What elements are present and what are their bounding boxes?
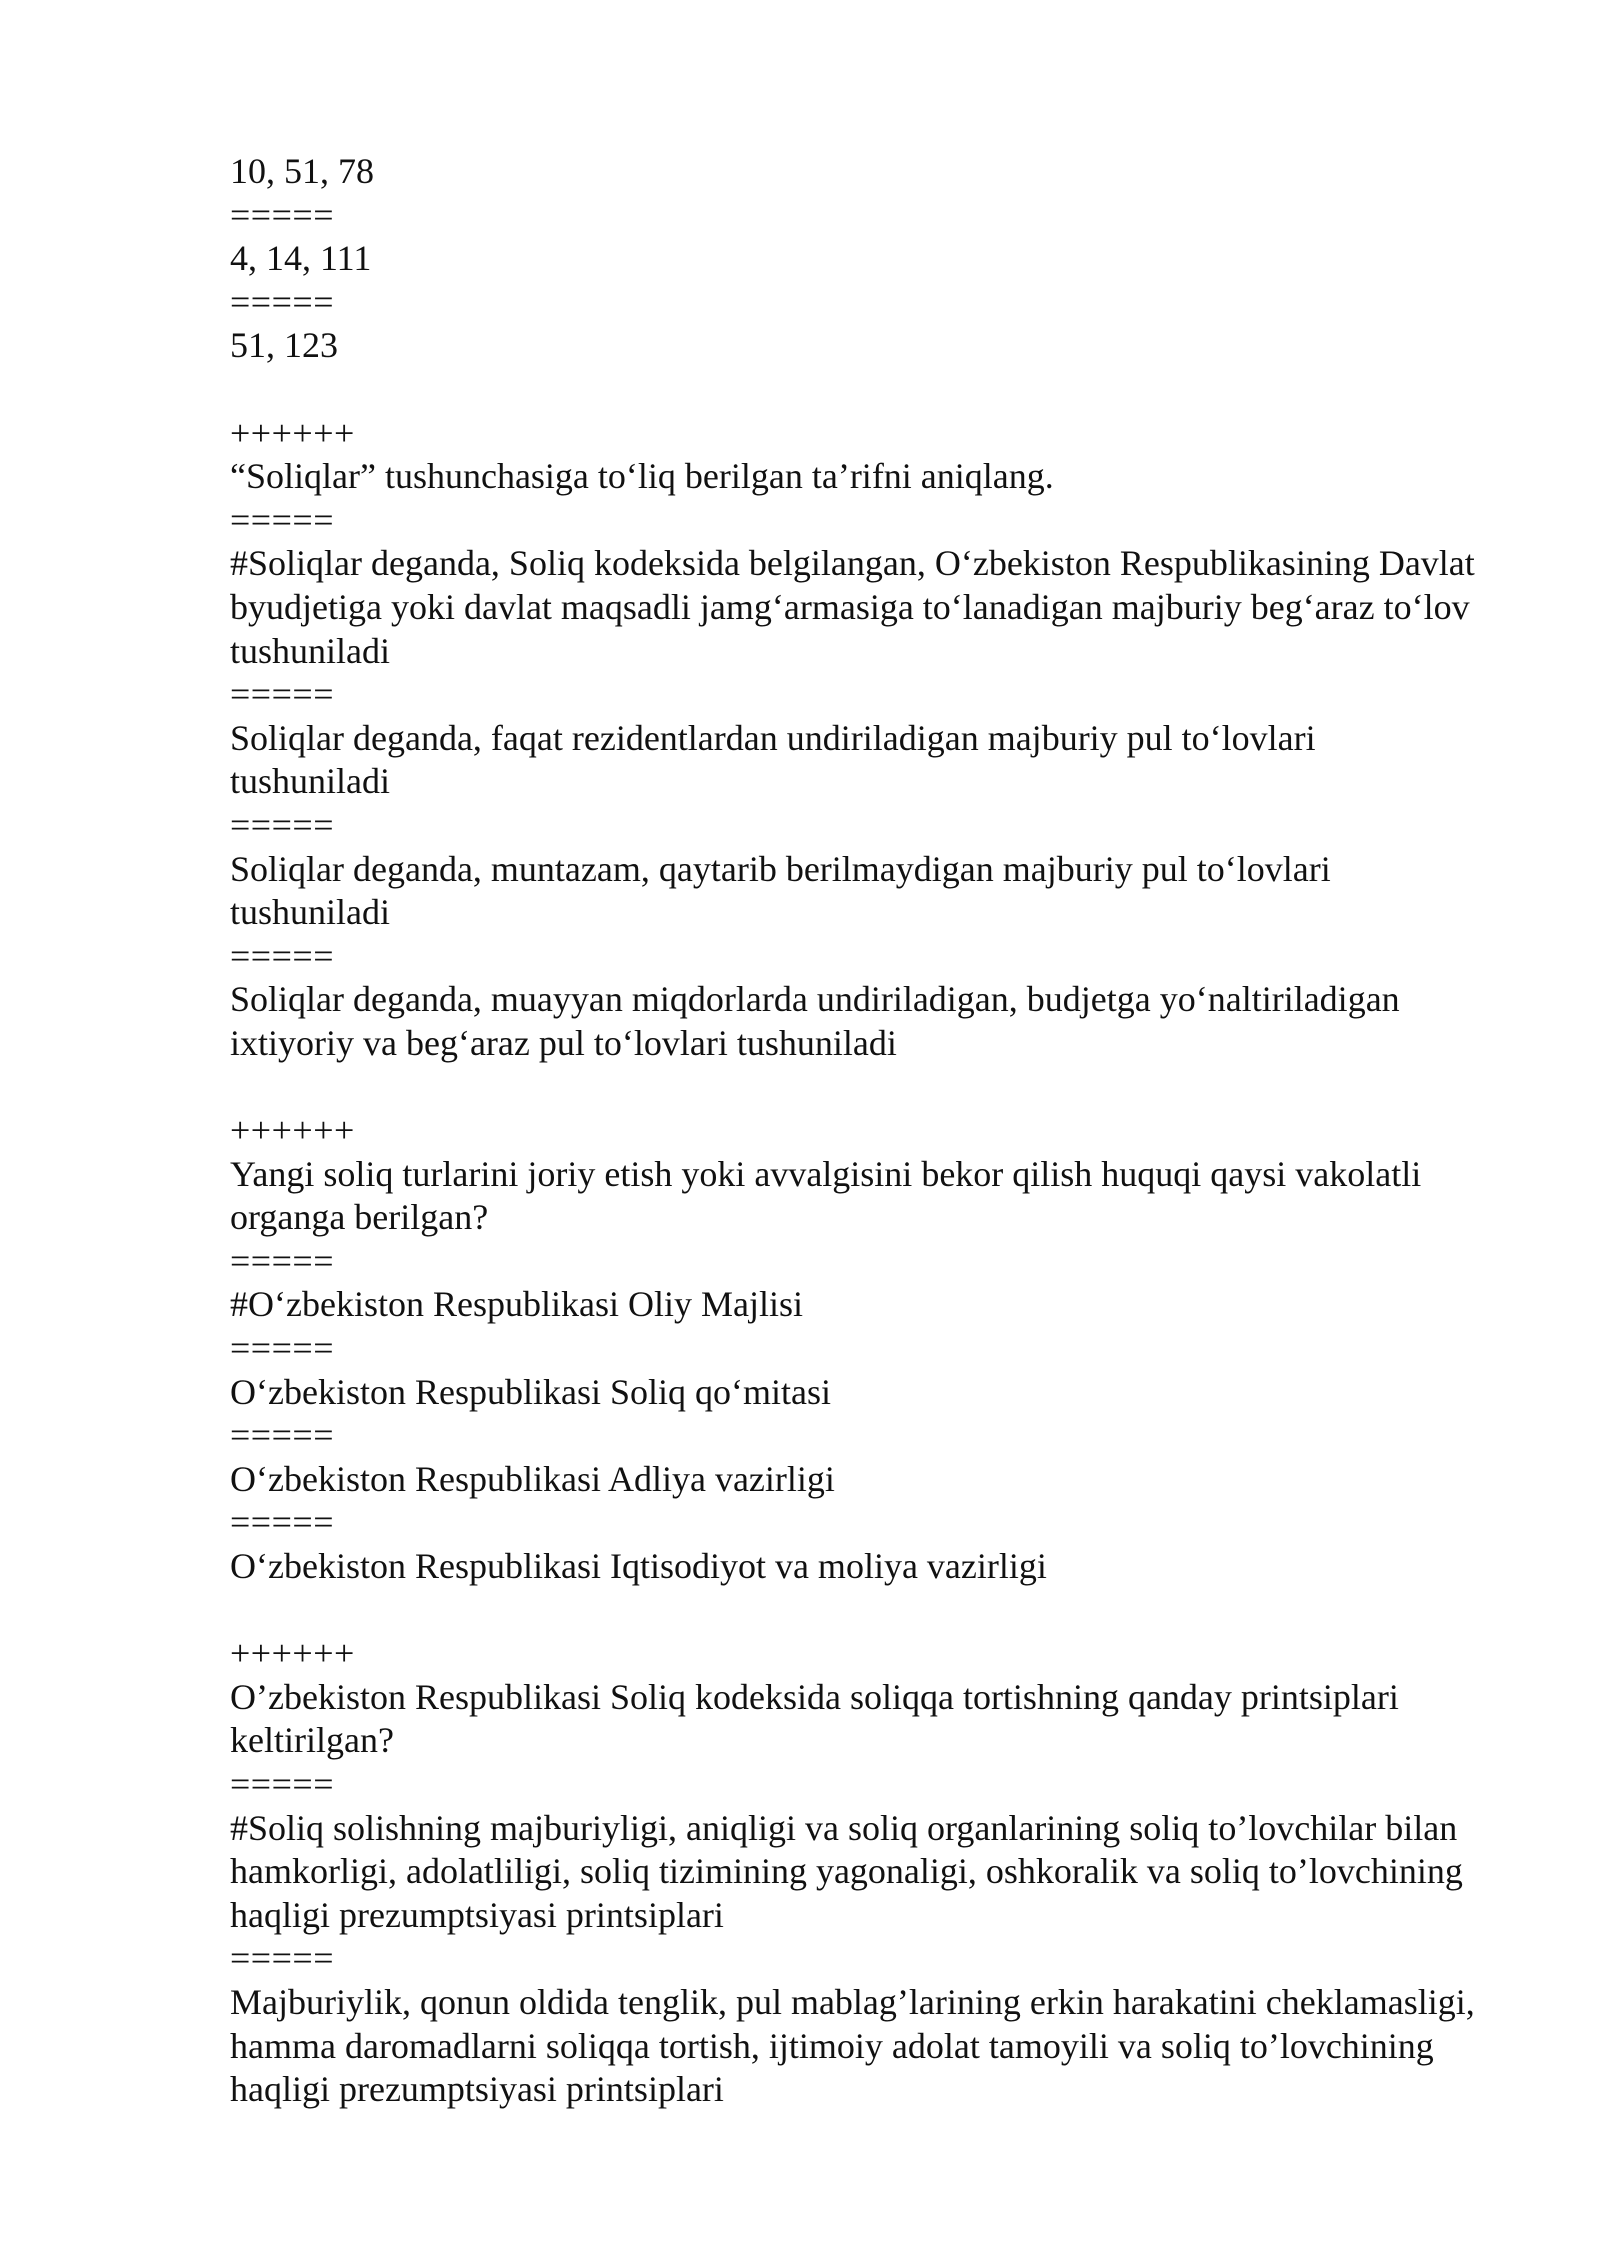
text-line: 51, 123 — [230, 325, 338, 366]
answer-separator: ===== — [230, 281, 335, 322]
blank-line — [230, 1589, 1480, 1633]
text-line: 4, 14, 111 — [230, 238, 372, 279]
blank-line — [230, 1065, 1480, 1109]
answer-separator: ===== — [230, 1763, 335, 1804]
question-separator: ++++++ — [230, 1633, 355, 1674]
text-line: #Soliq solishning majburiyligi, aniqligi va soliq organlarining soliq to’lovchilar bilan hamkorligi, adolatliligi, soliq tizimining yagonaligi, oshkoralik va soliq to’lovchining haqligi prezumptsiyasi printsiplari — [230, 1807, 1463, 1935]
text-line: #Soliqlar deganda, Soliq kodeksida belgilangan, O‘zbekiston Respublikasining Davlat byudjetiga yoki davlat maqsadli jamg‘armasiga to‘lanadigan majburiy beg‘araz to‘lov tushuniladi — [230, 543, 1475, 671]
text-line: Majburiylik, qonun oldida tenglik, pul mablag’larining erkin harakatini cheklamasligi, hamma daromadlarni soliqqa tortish, ijtimoiy adolat tamoyili va soliq to’lovchining haqligi prezumptsiyasi printsiplari — [230, 1981, 1475, 2110]
answer-separator: ===== — [230, 194, 335, 235]
answer-separator: ===== — [230, 804, 335, 845]
text-line: O‘zbekiston Respublikasi Iqtisodiyot va moliya vazirligi — [230, 1546, 1047, 1586]
text-line: Yangi soliq turlarini joriy etish yoki avvalgisini bekor qilish huquqi qaysi vakolatli organga berilgan? — [230, 1153, 1422, 1238]
answer-separator: ===== — [230, 499, 335, 540]
answer-separator: ===== — [230, 1328, 335, 1369]
text-line: Soliqlar deganda, muntazam, qaytarib berilmaydigan majburiy pul to‘lovlari tushuniladi — [230, 848, 1331, 933]
answer-separator: ===== — [230, 1240, 335, 1281]
answer-separator: ===== — [230, 1415, 335, 1456]
text-line: O‘zbekiston Respublikasi Soliq qo‘mitasi — [230, 1371, 831, 1412]
blank-line — [230, 368, 1480, 412]
question-separator: ++++++ — [230, 1110, 355, 1151]
text-line: 10, 51, 78 — [230, 151, 374, 191]
text-line: O’zbekiston Respublikasi Soliq kodeksida soliqqa tortishning qanday printsiplari keltirilgan? — [230, 1676, 1399, 1761]
question-separator: ++++++ — [230, 412, 355, 453]
answer-separator: ===== — [230, 1938, 335, 1979]
text-line: Soliqlar deganda, faqat rezidentlardan undiriladigan majburiy pul to‘lovlari tushuniladi — [230, 717, 1316, 802]
answer-separator: ===== — [230, 1502, 335, 1543]
text-line: “Soliqlar” tushunchasiga to‘liq berilgan ta’rifni aniqlang. — [230, 456, 1054, 497]
answer-separator: ===== — [230, 935, 335, 976]
text-line: O‘zbekiston Respublikasi Adliya vazirligi — [230, 1458, 835, 1499]
text-line: #O‘zbekiston Respublikasi Oliy Majlisi — [230, 1284, 803, 1325]
text-line: Soliqlar deganda, muayyan miqdorlarda undiriladigan, budjetga yo‘naltiriladigan ixtiyoriy va beg‘araz pul to‘lovlari tushuniladi — [230, 979, 1400, 1063]
document-body — [230, 150, 1480, 2112]
answer-separator: ===== — [230, 674, 335, 715]
